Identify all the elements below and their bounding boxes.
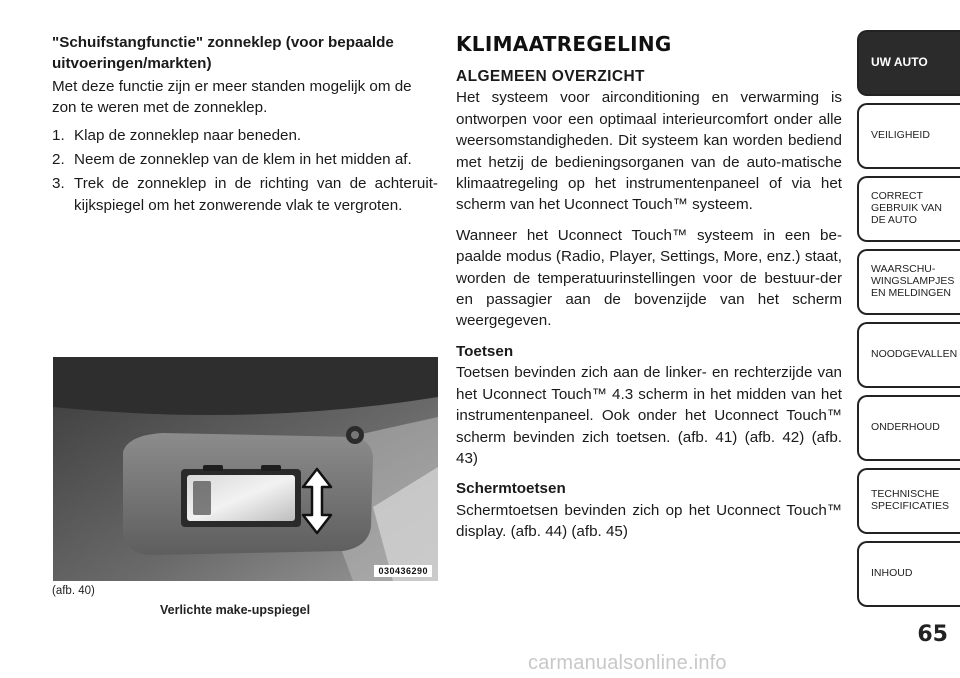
paragraph: Het systeem voor airconditioning en verwarming is ontworpen voor een optimaal interieurcomfort onder alle weersomstandigheden. Dit systeem kan worden bediend met hetzij de bedieningsorganen van de auto-matische klimaatregeling op het instrumentenpaneel of via het scherm van het Uconnect Touch™ systeem. xyxy=(456,89,842,214)
tab-veiligheid[interactable] xyxy=(857,103,960,169)
subsection-heading: Schermtoetsen xyxy=(456,480,566,498)
tab-noodgevallen[interactable] xyxy=(857,322,960,388)
figure-reference: (afb. 40) xyxy=(52,585,95,597)
list-item xyxy=(52,149,438,170)
step-number: 2. xyxy=(52,151,65,169)
figure-code: 030436290 xyxy=(374,565,432,577)
tab-label: SPECIFICATIES xyxy=(871,500,949,512)
tab-label: GEBRUIK VAN xyxy=(871,202,942,214)
step-text: Trek de zonneklep in de richting van de achteruit-kijkspiegel om het zonwerende vlak te vergroten. xyxy=(74,175,438,214)
sun-visor-illustration xyxy=(53,357,438,581)
step-text: Klap de zonneklep naar beneden. xyxy=(74,126,302,144)
right-column xyxy=(456,32,842,552)
section-heading: ALGEMEEN OVERZICHT xyxy=(456,68,645,85)
tab-label: DE AUTO xyxy=(871,214,917,226)
tab-onderhoud[interactable] xyxy=(857,395,960,461)
tab-label: WAARSCHU- xyxy=(871,263,936,275)
step-number: 3. xyxy=(52,175,65,193)
tab-label: WINGSLAMPJES xyxy=(871,275,955,287)
paragraph: Schermtoetsen bevinden zich op het Uconnect Touch™ display. (afb. 44) (afb. 45) xyxy=(456,501,842,541)
step-text: Neem de zonneklep van de klem in het midden af. xyxy=(74,151,412,169)
tab-correct-gebruik[interactable] xyxy=(857,176,960,242)
tab-technische-specificaties[interactable] xyxy=(857,468,960,534)
tab-uw-auto[interactable] xyxy=(857,30,960,96)
left-column xyxy=(52,32,438,219)
tab-label: CORRECT xyxy=(871,190,923,202)
chapter-title: KLIMAATREGELING xyxy=(456,32,672,56)
paragraph: Toetsen bevinden zich aan de linker- en rechterzijde van het Uconnect Touch™ 4.3 scherm in het midden van het instrumentenpaneel. Ook onder het Uconnect Touch™ scherm bevinden zich toetsen. (afb. 41) (afb. 42) (afb. 43) xyxy=(456,364,842,467)
subsection-heading: Toetsen xyxy=(456,342,514,360)
chapter-tabs xyxy=(857,30,960,614)
steps-list xyxy=(52,125,438,217)
list-item xyxy=(52,173,438,216)
tab-label: ONDERHOUD xyxy=(871,421,940,433)
tab-label: VEILIGHEID xyxy=(871,129,930,141)
watermark: carmanualsonline.info xyxy=(528,652,727,674)
step-number: 1. xyxy=(52,126,65,144)
figure-caption: Verlichte make-upspiegel xyxy=(160,603,311,617)
page-number: 65 xyxy=(917,622,948,647)
vanity-mirror-photo xyxy=(53,357,438,581)
tab-label: UW AUTO xyxy=(871,55,928,69)
section-heading: "Schuifstangfunctie" zonneklep (voor bepaalde uitvoeringen/markten) xyxy=(52,34,394,73)
list-item xyxy=(52,125,438,146)
paragraph: Wanneer het Uconnect Touch™ systeem in een be-paalde modus (Radio, Player, Settings, More, enz.) staat, worden de temperatuurinstellingen voor de bestuur-der en passagier aan de bovenzijde van het scherm weergegeven. xyxy=(456,226,842,330)
tab-inhoud[interactable] xyxy=(857,541,960,607)
tab-label: EN MELDINGEN xyxy=(871,287,951,299)
tab-label: NOODGEVALLEN xyxy=(871,348,958,360)
tab-label: TECHNISCHE xyxy=(871,488,940,500)
tab-label: INHOUD xyxy=(871,567,913,579)
intro-text: Met deze functie zijn er meer standen mogelijk om de zon te weren met de zonneklep. xyxy=(52,77,412,117)
tab-waarschuwingslampjes[interactable] xyxy=(857,249,960,315)
